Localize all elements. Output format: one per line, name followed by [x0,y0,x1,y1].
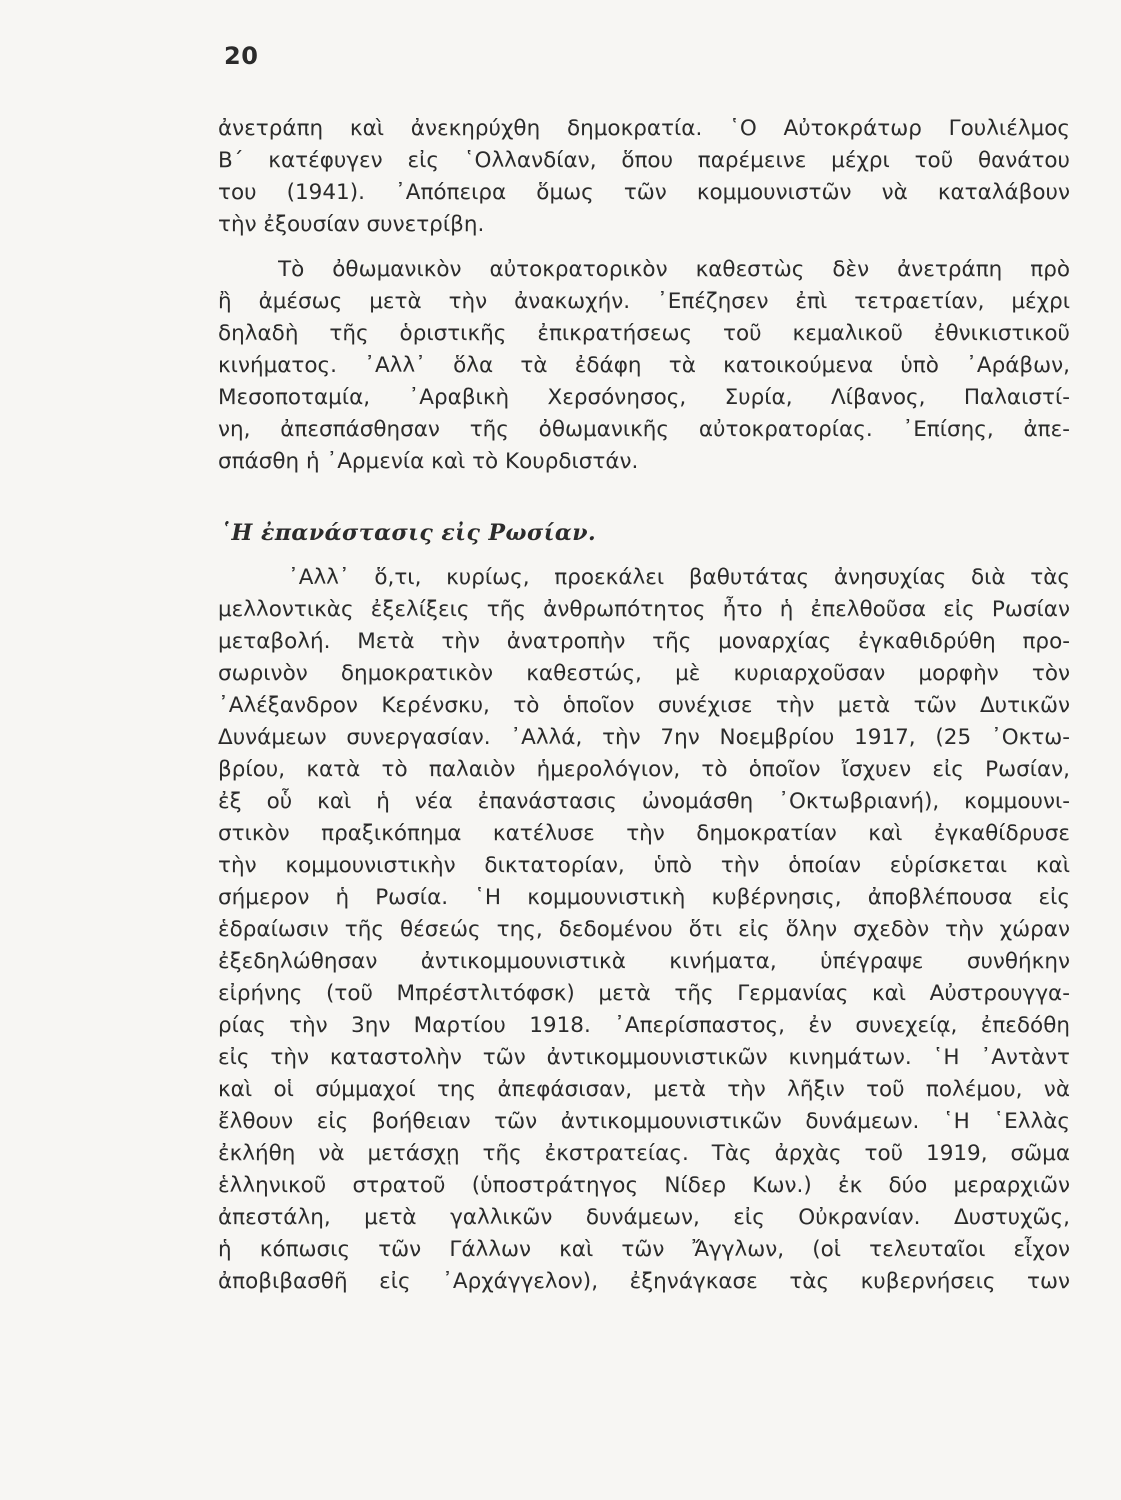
text-line: κινήματος. ᾿Αλλ᾿ ὅλα τὰ ἐδάφη τὰ κατοικούμενα ὑπὸ ᾿Αράβων, [218,353,1070,378]
section-heading: ῾Η ἐπανάστασις εἰς Ρωσίαν. [220,520,597,546]
text-line: ἐξεδηλώθησαν ἀντικομμουνιστικὰ κινήματα, ὑπέγραψε συνθήκην [218,949,1070,974]
text-line: εἰς τὴν καταστολὴν τῶν ἀντικομμουνιστικῶν κινημάτων. ῾Η ᾿Αντὰντ [218,1045,1070,1070]
text-line: ἐξ οὗ καὶ ἡ νέα ἐπανάστασις ὠνομάσθη ᾿Οκτωβριανή), κομμουνι- [218,789,1070,814]
text-line: ἐκλήθη νὰ μετάσχῃ τῆς ἐκστρατείας. Τὰς ἀρχὰς τοῦ 1919, σῶμα [218,1141,1070,1166]
text-line: ἀποβιβασθῆ εἰς ᾿Αρχάγγελον), ἐξηνάγκασε τὰς κυβερνήσεις των [218,1269,1070,1294]
text-line: ἀπεστάλη, μετὰ γαλλικῶν δυνάμεων, εἰς Οὐκρανίαν. Δυστυχῶς, [218,1205,1070,1230]
text-line: τὴν κομμουνιστικὴν δικτατορίαν, ὑπὸ τὴν ὁποίαν εὑρίσκεται καὶ [218,853,1070,878]
text-line: ἡ κόπωσις τῶν Γάλλων καὶ τῶν Ἄγγλων, (οἱ τελευταῖοι εἶχον [218,1237,1070,1262]
text-line: Δυνάμεων συνεργασίαν. ᾿Αλλά, τὴν 7ην Νοεμβρίου 1917, (25 ᾿Οκτω- [218,725,1070,750]
text-line: βρίου, κατὰ τὸ παλαιὸν ἡμερολόγιον, τὸ ὁποῖον ἴσχυεν εἰς Ρωσίαν, [218,757,1070,782]
text-line: στικὸν πραξικόπημα κατέλυσε τὴν δημοκρατίαν καὶ ἐγκαθίδρυσε [218,821,1070,846]
text-line: ἑλληνικοῦ στρατοῦ (ὑποστράτηγος Νίδερ Κων.) ἐκ δύο μεραρχιῶν [218,1173,1070,1198]
text-line: ἔλθουν εἰς βοήθειαν τῶν ἀντικομμουνιστικῶν δυνάμεων. ῾Η ῾Ελλὰς [218,1109,1070,1134]
text-line: ρίας τὴν 3ην Μαρτίου 1918. ᾿Απερίσπαστος, ἐν συνεχείᾳ, ἐπεδόθη [218,1013,1070,1038]
text-line: μελλοντικὰς ἐξελίξεις τῆς ἀνθρωπότητος ἦτο ἡ ἐπελθοῦσα εἰς Ρωσίαν [218,597,1070,622]
text-line: νη, ἀπεσπάσθησαν τῆς ὀθωμανικῆς αὐτοκρατορίας. ᾿Επίσης, ἀπε- [218,417,1070,442]
text-line: σπάσθη ἡ ᾿Αρμενία καὶ τὸ Κουρδιστάν. [218,449,639,474]
text-line: σωρινὸν δημοκρατικὸν καθεστώς, μὲ κυριαρχοῦσαν μορφὴν τὸν [218,661,1070,686]
page-number: 20 [224,42,259,70]
text-line: σήμερον ἡ Ρωσία. ῾Η κομμουνιστικὴ κυβέρνησις, ἀποβλέπουσα εἰς [218,885,1070,910]
text-line: Β΄ κατέφυγεν εἰς ῾Ολλανδίαν, ὅπου παρέμεινε μέχρι τοῦ θανάτου [218,148,1070,173]
text-line: εἰρήνης (τοῦ Μπρέστλιτόφσκ) μετὰ τῆς Γερμανίας καὶ Αὐστρουγγα- [218,981,1070,1006]
text-line: ᾿Αλέξανδρον Κερένσκυ, τὸ ὁποῖον συνέχισε τὴν μετὰ τῶν Δυτικῶν [218,693,1070,718]
text-line: καὶ οἱ σύμμαχοί της ἀπεφάσισαν, μετὰ τὴν λῆξιν τοῦ πολέμου, νὰ [218,1077,1070,1102]
text-line: ᾿Αλλ᾿ ὅ,τι, κυρίως, προεκάλει βαθυτάτας ἀνησυχίας διὰ τὰς [288,565,1070,590]
text-line: μεταβολή. Μετὰ τὴν ἀνατροπὴν τῆς μοναρχίας ἐγκαθιδρύθη προ- [218,629,1070,654]
text-line: ἢ ἀμέσως μετὰ τὴν ἀνακωχήν. ᾿Επέζησεν ἐπὶ τετραετίαν, μέχρι [218,289,1070,314]
text-line: δηλαδὴ τῆς ὁριστικῆς ἐπικρατήσεως τοῦ κεμαλικοῦ ἐθνικιστικοῦ [218,321,1070,346]
text-line: του (1941). ᾿Απόπειρα ὅμως τῶν κομμουνιστῶν νὰ καταλάβουν [218,180,1070,205]
text-line: ἑδραίωσιν τῆς θέσεώς της, δεδομένου ὅτι εἰς ὅλην σχεδὸν τὴν χώραν [218,917,1070,942]
text-line: ἀνετράπη καὶ ἀνεκηρύχθη δημοκρατία. ῾Ο Αὐτοκράτωρ Γουλιέλμος [218,116,1070,141]
text-line: τὴν ἐξουσίαν συνετρίβη. [218,212,485,237]
text-line: Μεσοποταμία, ᾿Αραβικὴ Χερσόνησος, Συρία, Λίβανος, Παλαιστί- [218,385,1070,410]
text-line: Τὸ ὀθωμανικὸν αὐτοκρατορικὸν καθεστὼς δὲν ἀνετράπη πρὸ [278,257,1070,282]
